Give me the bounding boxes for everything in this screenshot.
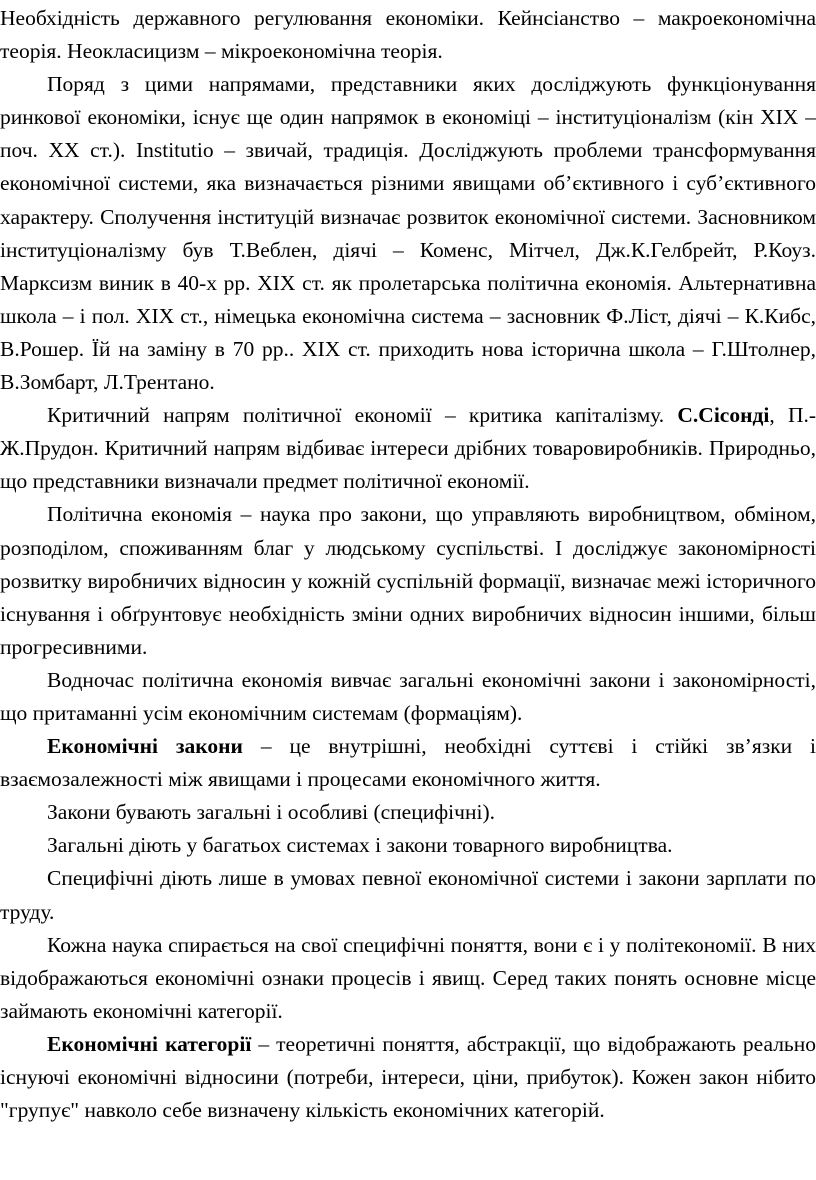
paragraph-general-laws: Водночас політична економія вивчає загальні економічні закони і закономірності, що притаманні усім економічним системам (формаціям). — [0, 667, 816, 725]
economic-laws-term: Економічні закони — [47, 734, 243, 759]
paragraph-concepts: Кожна наука спирається на свої специфічні поняття, вони є і у політекономії. В них відображаються економічні ознаки процесів і явищ. Серед таких понять основне місце займають економічні категорії. — [0, 932, 816, 1023]
paragraph-state-regulation: Необхідність державного регулювання економіки. Кейнсіанство – макроекономічна теорія. Неокласицизм – мікроекономічна теорія. — [0, 6, 816, 64]
critical-direction-text-end: , П.-Ж.Прудон. Критичний напрям відбиває інтереси дрібних товаровиробників. Природньо, що представники визначали предмет політичної економії. — [0, 403, 816, 494]
paragraph-general-laws-scope: Загальні діють у багатьох системах і закони товарного виробництва. — [47, 833, 673, 858]
economic-categories-definition: – теоретичні поняття, абстракції, що відображають реально існуючі економічні відносини (потреби, інтереси, ціни, прибуток). Кожен закон нібито "групує" навколо себе визначену кількість економічних категорій. — [0, 1031, 816, 1123]
paragraph-law-types: Закони бувають загальні і особливі (специфічні). — [47, 800, 495, 825]
paragraph-specific-laws: Специфічні діють лише в умовах певної економічної системи і закони зарплати по труду. — [0, 866, 816, 924]
paragraph-institutionalism: Поряд з цими напрямами, представники яких досліджують функціонування ринкової економіки, існує ще один напрямок в економіці – інституціоналізм (кін ХІХ – поч. ХХ ст.). Institutio – звичай, традиція. Досліджують проблеми трансформування економічної системи, яка визначається різними явищами об’єктивного і суб’єктивного характеру. Сполучення інституцій визначає розвиток економічної системи. Засновником інституціоналізму був Т.Веблен, діячі – Коменс, Мітчел, Дж.К.Гелбрейт, Р.Коуз. Марксизм виник в 40-х рр. ХІХ ст. як пролетарська політична економія. Альтернативна школа – і пол. ХІХ ст., німецька економічна система – засновник Ф.Ліст, діячі – К.Кибс, В.Рошер. Їй на заміну в 70 рр.. ХІХ ст. приходить нова історична школа – Г.Штолнер, В.Зомбарт, Л.Трентано. — [0, 72, 816, 395]
economic-laws-definition: – це внутрішні, необхідні суттєві і стійкі зв’язки і взаємозалежності між явищами і процесами економічного життя. — [0, 734, 816, 792]
paragraph-critical-direction — [0, 399, 816, 498]
paragraph-economic-categories — [0, 1028, 816, 1127]
sismondi-name: С.Сісонді — [677, 403, 770, 428]
critical-direction-text-start: Критичний напрям політичної економії – критика капіталізму. — [47, 403, 678, 428]
paragraph-economic-laws — [0, 730, 816, 796]
economic-categories-term: Економічні категорії — [47, 1031, 252, 1056]
paragraph-political-economy-definition: Політична економія – наука про закони, що управляють виробництвом, обміном, розподілом, споживанням благ у людському суспільстві. І досліджує закономірності розвитку виробничих відносин у кожній суспільній формації, визначає межі історичного існування і обґрунтовує необхідність зміни одних виробничих відносин іншими, більш прогресивними. — [0, 502, 816, 659]
